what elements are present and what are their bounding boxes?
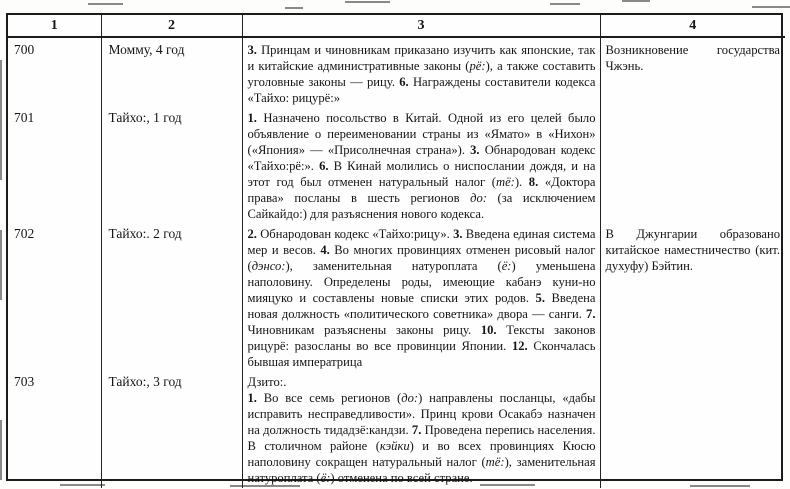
era-cell: Тайхо:. 2 год bbox=[101, 222, 242, 370]
term-italic: ё: bbox=[320, 471, 331, 485]
event-text: Принцам и чиновникам приказано изучить как японские, так и китайские административные законы ( bbox=[247, 43, 596, 73]
term-italic: тё: bbox=[485, 455, 505, 469]
events-cell bbox=[242, 370, 600, 488]
event-number: 7. bbox=[411, 423, 422, 437]
header-row bbox=[8, 15, 785, 37]
event-number: 10. bbox=[480, 323, 497, 337]
event-number: 3. bbox=[453, 227, 463, 241]
event-text: Обнародован кодекс «Тайхо:рё:». bbox=[247, 143, 596, 173]
event-text: Во все семь регионов ( bbox=[256, 391, 402, 405]
events-cell bbox=[242, 106, 600, 222]
event-text: ) и во всех провинциях Кюсю наполовину сокращен натуральный налог ( bbox=[247, 439, 596, 469]
events-cell bbox=[242, 222, 600, 370]
term-italic: до: bbox=[401, 391, 419, 405]
scan-artifact bbox=[0, 420, 2, 480]
event-text: Введена новая должность «политического советника» двора — санги. bbox=[247, 291, 596, 321]
event-text: Награждены составители кодекса «Тайхо: рицурё:» bbox=[247, 75, 596, 105]
events-paragraph bbox=[248, 110, 596, 222]
table-row bbox=[8, 106, 785, 222]
events-paragraph bbox=[248, 226, 596, 370]
event-text: «Доктора права» посланы в шесть регионов bbox=[247, 175, 596, 205]
scan-artifact bbox=[345, 1, 390, 3]
header-col-2: 2 bbox=[101, 15, 242, 37]
scan-artifact bbox=[752, 6, 790, 8]
event-number: 3. bbox=[470, 143, 480, 157]
table-row bbox=[8, 37, 785, 106]
scan-artifact bbox=[285, 7, 303, 9]
table-row bbox=[8, 222, 785, 370]
year-cell: 701 bbox=[8, 106, 101, 222]
event-text: ). bbox=[514, 175, 529, 189]
note-cell bbox=[600, 106, 785, 222]
era-cell: Момму, 4 год bbox=[101, 37, 242, 106]
note-cell bbox=[600, 370, 785, 488]
year-cell: 702 bbox=[8, 222, 101, 370]
term-italic: ё: bbox=[501, 259, 512, 273]
event-text: Введена единая система мер и весов. bbox=[247, 227, 596, 257]
year-cell: 700 bbox=[8, 37, 101, 106]
era-cell: Тайхо:, 3 год bbox=[101, 370, 242, 488]
header-col-3: 3 bbox=[242, 15, 600, 37]
events-paragraph bbox=[248, 374, 596, 390]
event-number: 3. bbox=[247, 43, 257, 57]
header-col-4: 4 bbox=[600, 15, 785, 37]
event-text: В Кинай молились о ниспослании дождя, и на этот год был отменен натуральный налог ( bbox=[247, 159, 596, 189]
event-number: 6. bbox=[399, 75, 409, 89]
era-cell: Тайхо:, 1 год bbox=[101, 106, 242, 222]
event-number: 1. bbox=[247, 391, 257, 405]
event-number: 2. bbox=[247, 227, 257, 241]
event-text: Во многих провинциях отменен рисовый налог ( bbox=[247, 243, 596, 273]
note-text: В Джунгарии образовано китайское наместничество (кит. духуфу) Бэйтин. bbox=[605, 227, 780, 273]
event-text: Назначено посольство в Китай. Одной из его целей было объявление о переименовании страны из «Ямато» в «Нихон» («Япония» — «Присолнечная страна»). bbox=[247, 111, 596, 157]
event-text: ), заменительная натуроплата ( bbox=[247, 455, 596, 485]
term-italic: тё: bbox=[495, 175, 515, 189]
event-text: Чиновникам разъяснены законы рицу. bbox=[247, 323, 481, 337]
table-header bbox=[8, 15, 785, 37]
scan-artifact bbox=[88, 3, 123, 5]
events-cell bbox=[242, 37, 600, 106]
event-number: 4. bbox=[320, 243, 330, 257]
scan-artifact bbox=[550, 3, 580, 5]
header-col-1: 1 bbox=[8, 15, 101, 37]
event-text: Тексты законов рицурё: разосланы во все провинции Японии. bbox=[247, 323, 596, 353]
event-text: Проведена перепись населения. В столичном районе ( bbox=[247, 423, 596, 453]
chronology-table bbox=[6, 13, 783, 485]
event-text: ), а также составить уголовные законы — рицу. bbox=[247, 59, 596, 89]
event-number: 1. bbox=[247, 111, 257, 125]
events-paragraph bbox=[248, 390, 596, 486]
event-number: 8. bbox=[528, 175, 539, 189]
scan-artifact bbox=[0, 60, 2, 180]
event-text: Дзито:. bbox=[247, 375, 287, 389]
scan-artifact bbox=[622, 0, 650, 2]
event-text: Обнародован кодекс «Тайхо:рицу». bbox=[256, 227, 454, 241]
table-body bbox=[8, 37, 785, 488]
term-italic: до: bbox=[470, 191, 487, 205]
year-cell: 703 bbox=[8, 370, 101, 488]
event-text: ) отменена по всей стране. bbox=[330, 471, 473, 485]
event-number: 12. bbox=[511, 339, 528, 353]
term-italic: дэнсо: bbox=[251, 259, 286, 273]
event-text: ), заменительная натуроплата ( bbox=[285, 259, 502, 273]
events-paragraph bbox=[248, 42, 596, 106]
event-number: 7. bbox=[586, 307, 596, 321]
chronology-table-grid bbox=[8, 15, 785, 488]
note-cell bbox=[600, 222, 785, 370]
note-text: Возникновение государства Чжэнь. bbox=[605, 43, 780, 73]
term-italic: кэйки bbox=[379, 439, 410, 453]
event-number: 5. bbox=[535, 291, 545, 305]
event-text: ) направлены посланцы, «дабы исправить несправедливости». Принц крови Осакабэ назначен на должность тидадзё:кандзи. bbox=[247, 391, 596, 437]
event-text: ) уменьшена наполовину. Определены роды, имеющие кабанэ куни-но мияцуко и составлены новые списки этих родов. bbox=[247, 259, 596, 305]
term-italic: рё: bbox=[469, 59, 486, 73]
note-cell bbox=[600, 37, 785, 106]
event-text: Скончалась бывшая императрица bbox=[247, 339, 596, 369]
event-text: (за исключением Сайкайдо:) для разъяснения нового кодекса. bbox=[247, 191, 596, 221]
table-row bbox=[8, 370, 785, 488]
event-number: 6. bbox=[319, 159, 329, 173]
scan-artifact bbox=[0, 230, 2, 300]
